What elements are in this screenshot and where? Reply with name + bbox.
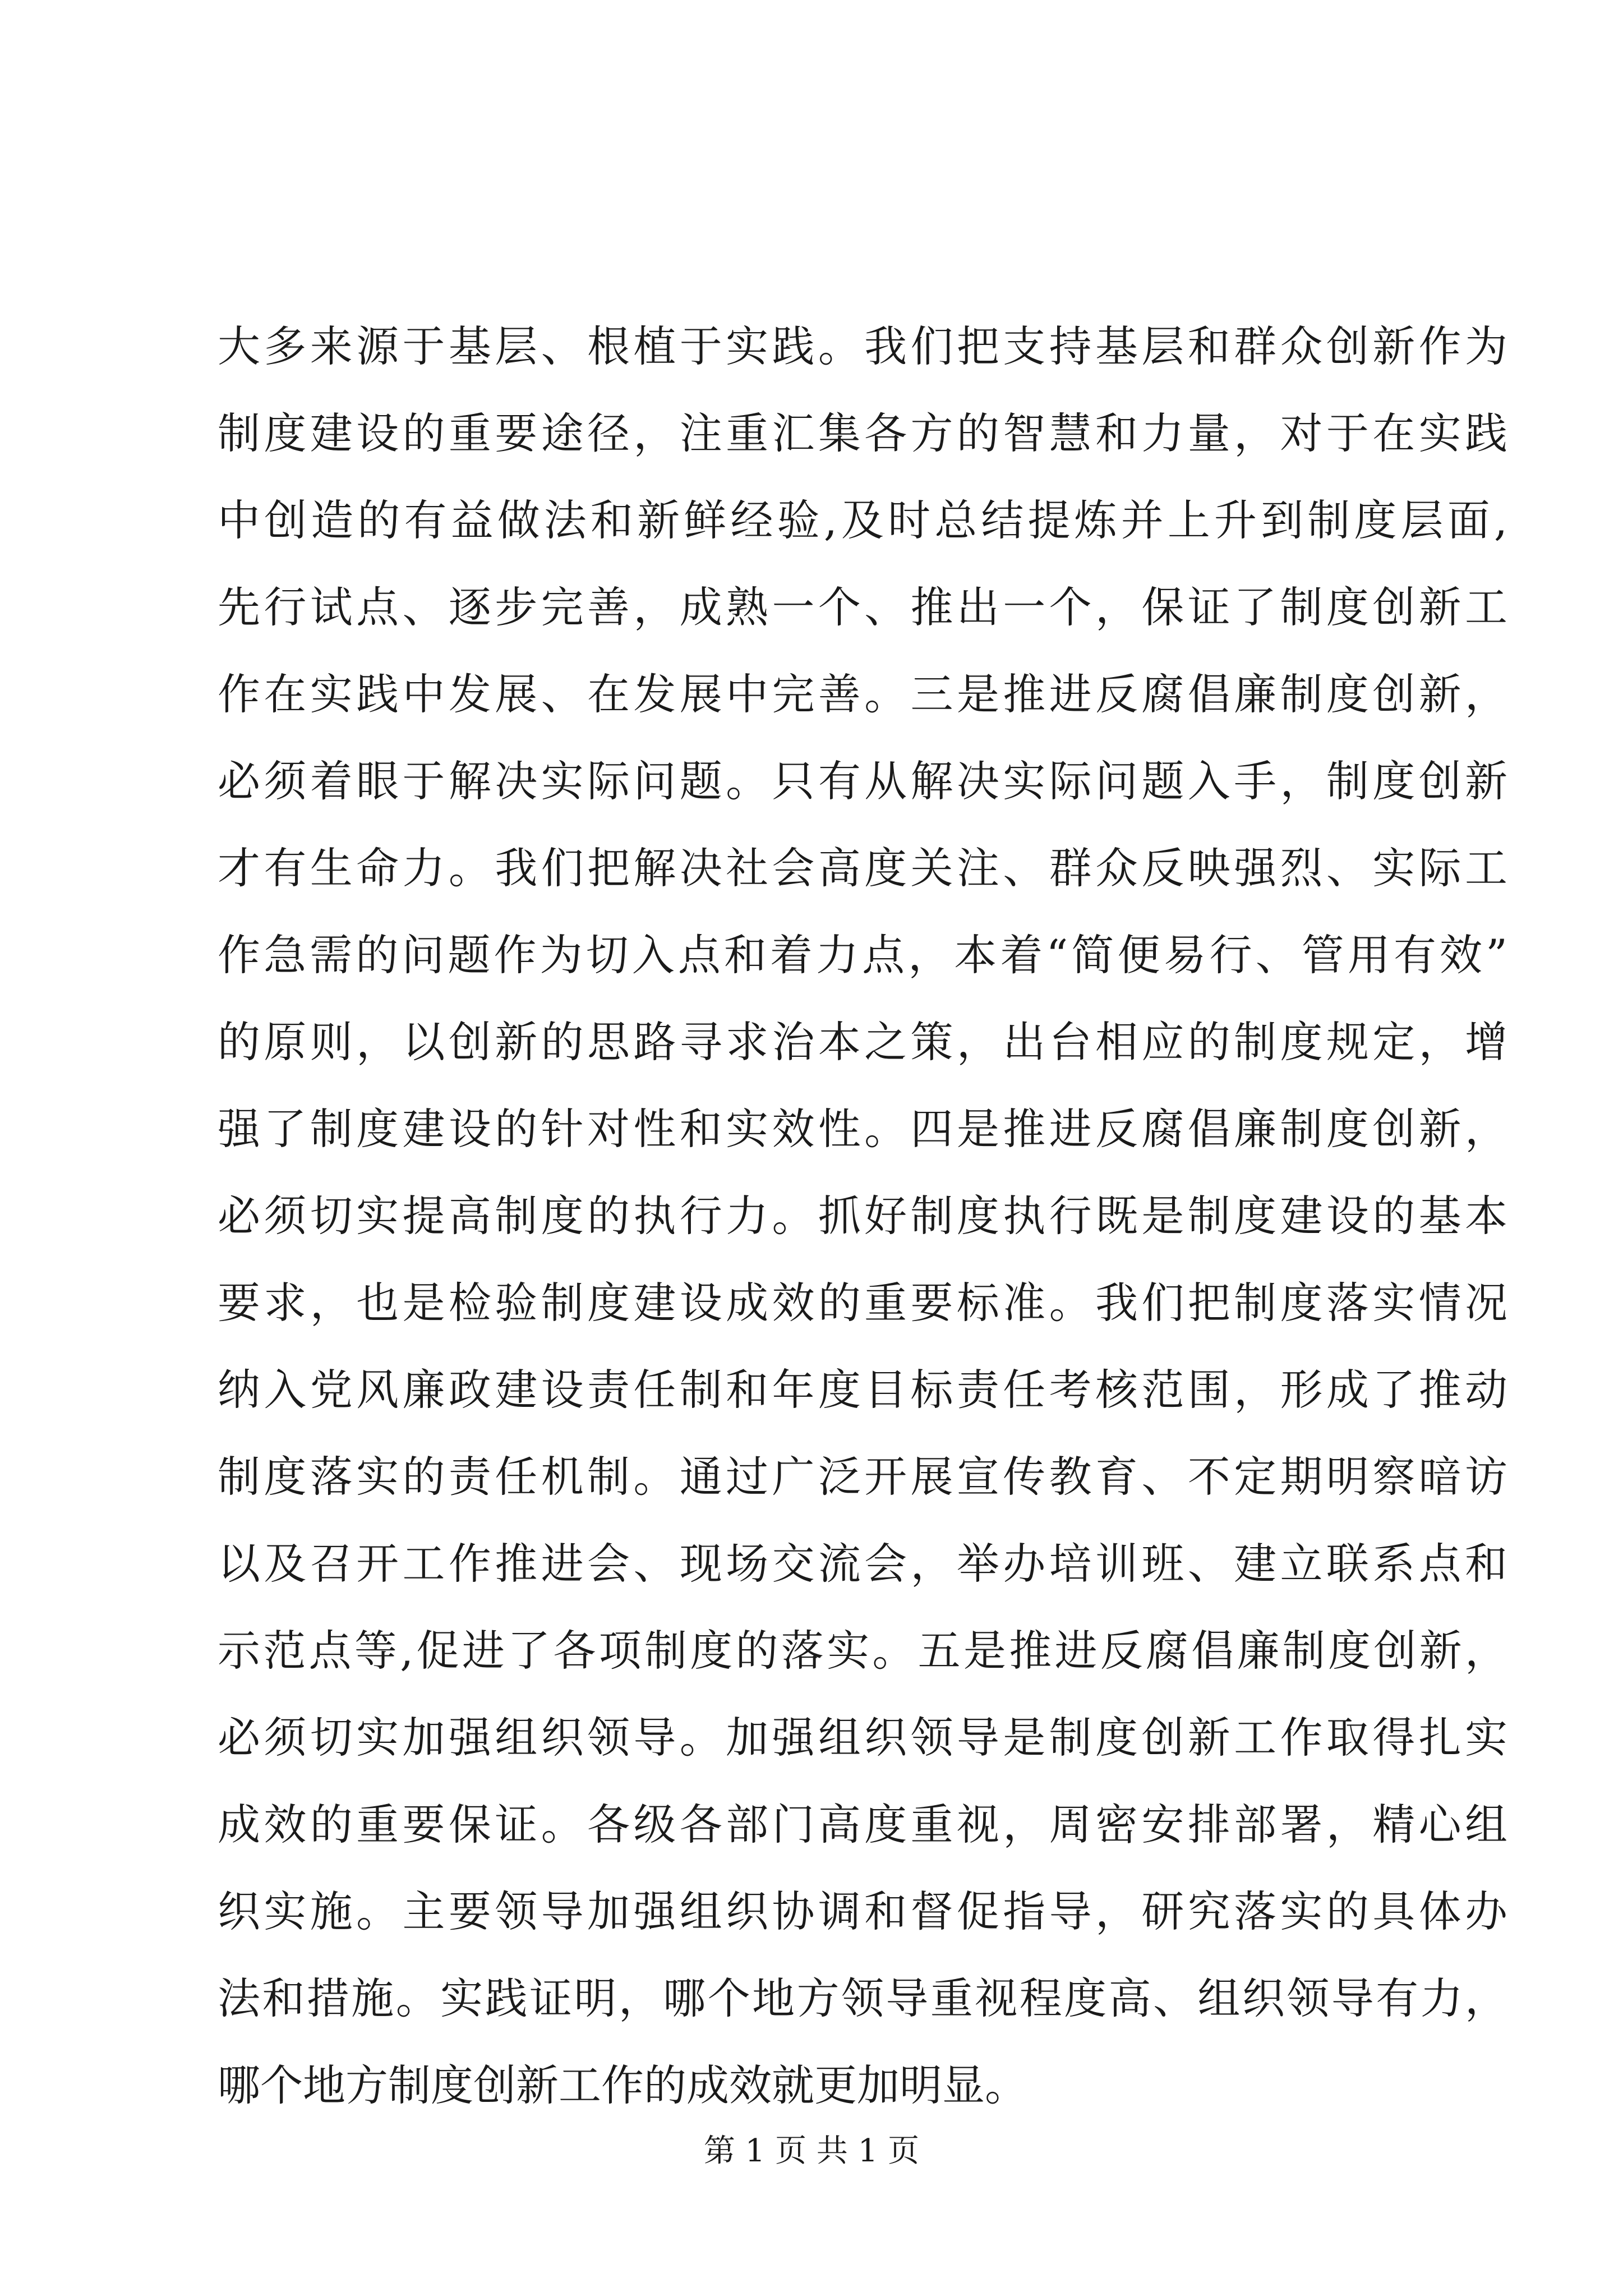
text-line: 以及召开工作推进会、现场交流会，举办培训班、建立联系点和 <box>218 1539 1507 1589</box>
text-line: 强了制度建设的针对性和实效性。四是推进反腐倡廉制度创新， <box>218 1104 1507 1154</box>
text-line: 中创造的有益做法和新鲜经验,及时总结提炼并上升到制度层面, <box>218 495 1507 545</box>
text-line: 必须着眼于解决实际问题。只有从解决实际问题入手，制度创新 <box>218 756 1507 806</box>
text-line: 纳入党风廉政建设责任制和年度目标责任考核范围，形成了推动 <box>218 1365 1507 1415</box>
text-line: 才有生命力。我们把解决社会高度关注、群众反映强烈、实际工 <box>218 843 1507 893</box>
body-text <box>218 303 1507 2129</box>
text-line: 法和措施。实践证明，哪个地方领导重视程度高、组织领导有力， <box>218 1973 1507 2023</box>
text-line: 要求，也是检验制度建设成效的重要标准。我们把制度落实情况 <box>218 1278 1507 1328</box>
text-line: 大多来源于基层、根植于实践。我们把支持基层和群众创新作为 <box>218 321 1507 371</box>
text-line: 制度建设的重要途径，注重汇集各方的智慧和力量，对于在实践 <box>218 408 1507 458</box>
text-line: 作在实践中发展、在发展中完善。三是推进反腐倡廉制度创新， <box>218 669 1507 719</box>
text-line: 作急需的问题作为切入点和着力点，本着“简便易行、管用有效” <box>218 930 1507 980</box>
text-line: 必须切实提高制度的执行力。抓好制度执行既是制度建设的基本 <box>218 1191 1507 1241</box>
text-line: 示范点等,促进了各项制度的落实。五是推进反腐倡廉制度创新， <box>218 1626 1507 1676</box>
text-line: 先行试点、逐步完善，成熟一个、推出一个，保证了制度创新工 <box>218 582 1507 632</box>
text-line: 的原则，以创新的思路寻求治本之策，出台相应的制度规定，增 <box>218 1017 1507 1067</box>
text-line: 哪个地方制度创新工作的成效就更加明显。 <box>218 2060 1027 2110</box>
text-line: 织实施。主要领导加强组织协调和督促指导，研究落实的具体办 <box>218 1887 1507 1936</box>
text-line: 必须切实加强组织领导。加强组织领导是制度创新工作取得扎实 <box>218 1713 1507 1763</box>
text-line: 制度落实的责任机制。通过广泛开展宣传教育、不定期明察暗访 <box>218 1452 1507 1502</box>
page-number-footer: 第 1 页 共 1 页 <box>703 2133 920 2169</box>
text-line: 成效的重要保证。各级各部门高度重视，周密安排部署，精心组 <box>218 1800 1507 1849</box>
